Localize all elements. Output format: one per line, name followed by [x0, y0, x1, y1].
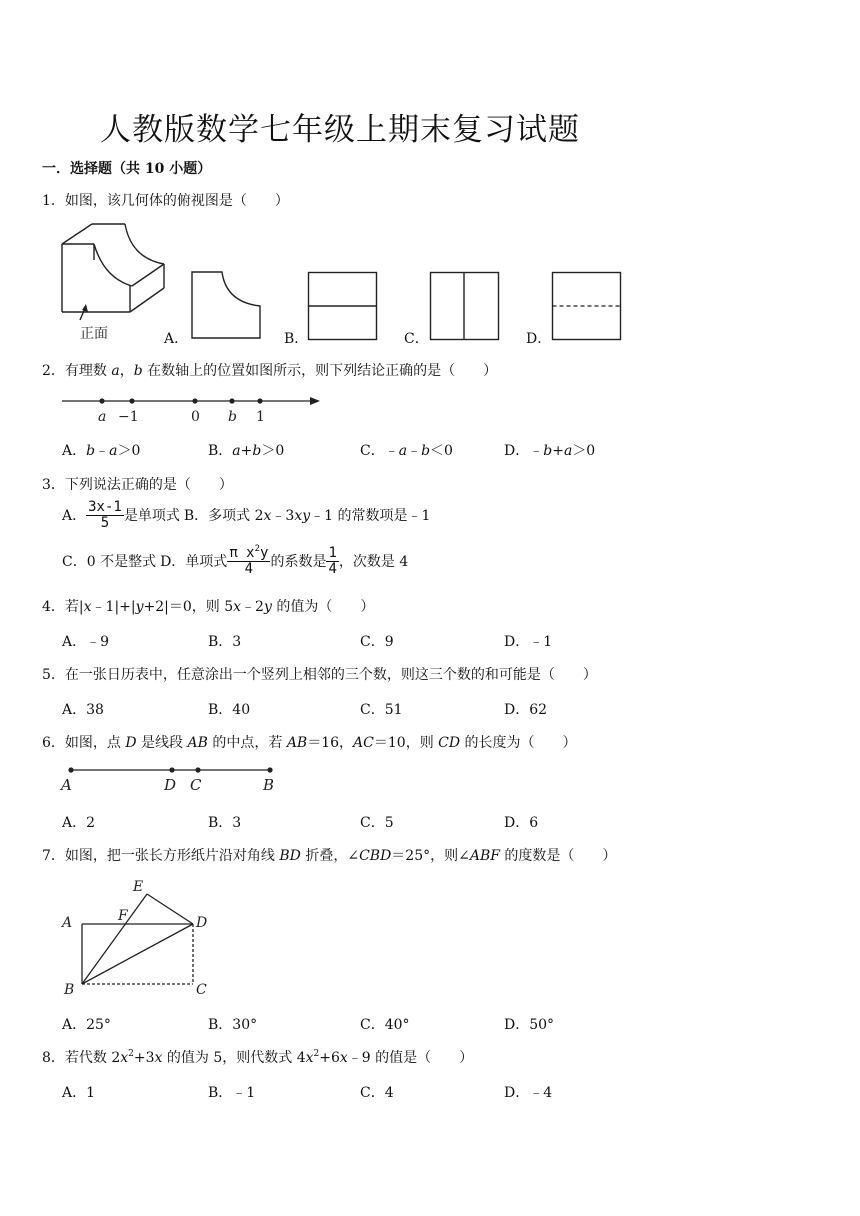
- q6-line-segment: [60, 762, 290, 796]
- q2-option-d[interactable]: D．﹣b+a＞0: [504, 443, 596, 459]
- fraction: $\frac{\pi x^2y}{4}$: [229, 544, 269, 578]
- question-3: 3．下列说法正确的是（ ）: [42, 477, 233, 493]
- question-6: 6．如图，点 D 是线段 AB 的中点，若 AB＝16，AC＝10，则 CD 的长度为（ ）: [42, 735, 577, 751]
- point-label-b: B: [64, 982, 75, 998]
- q8-option-b[interactable]: B．﹣1: [208, 1085, 256, 1101]
- q2-option-c[interactable]: C．﹣a﹣b＜0: [360, 443, 453, 459]
- question-text: 如图，该几何体的俯视图是（ ）: [64, 193, 289, 209]
- question-2: 2．有理数 a，b 在数轴上的位置如图所示，则下列结论正确的是（ ）: [42, 363, 498, 379]
- q1-option-c-figure: [429, 271, 500, 341]
- q1-option-d-figure: [551, 271, 622, 341]
- q5-option-b[interactable]: B．40: [208, 702, 251, 718]
- q6-option-c[interactable]: C．5: [360, 815, 394, 831]
- point-label-d: D: [196, 915, 208, 931]
- q5-option-d[interactable]: D．62: [504, 702, 548, 718]
- q6-option-a[interactable]: A．2: [62, 815, 96, 831]
- question-5: 5．在一张日历表中，任意涂出一个竖列上相邻的三个数，则这三个数的和可能是（ ）: [42, 667, 597, 683]
- q7-option-c[interactable]: C．40°: [360, 1017, 410, 1033]
- page-title: 人教版数学七年级上期末复习试题: [100, 112, 580, 148]
- front-label: 正面: [80, 326, 108, 342]
- section-heading: 一．选择题（共 10 小题）: [42, 161, 212, 177]
- point-label-c: C: [190, 776, 202, 794]
- q2-number-line: [60, 390, 325, 426]
- axis-label-1: 1: [256, 409, 265, 425]
- q7-fold-figure: [58, 876, 218, 1000]
- q3-option-c[interactable]: C．0 不是整式 D．单项式 $\frac{\pi x^2y}{4}$ 的系数是 $\frac{1}{4}$ ，次数是 4: [62, 544, 409, 578]
- q1-option-a[interactable]: A．: [164, 331, 189, 347]
- q8-option-d[interactable]: D．﹣4: [504, 1085, 553, 1101]
- q1-option-b[interactable]: B．: [284, 331, 309, 347]
- question-7: 7．如图，把一张长方形纸片沿对角线 BD 折叠，∠CBD＝25°，则∠ABF 的度数是（ ）: [42, 848, 617, 864]
- question-4: 4．若|x﹣1|+|y+2|＝0，则 5x﹣2y 的值为（ ）: [42, 599, 375, 615]
- point-label-c: C: [196, 982, 207, 998]
- q2-option-b[interactable]: B．a+b＞0: [208, 443, 285, 459]
- q6-option-b[interactable]: B．3: [208, 815, 242, 831]
- q1-option-b-figure: [307, 271, 378, 341]
- q7-option-a[interactable]: A．25°: [62, 1017, 111, 1033]
- fraction: $\frac{1}{4}$: [328, 545, 337, 578]
- q5-option-a[interactable]: A．38: [62, 702, 104, 718]
- axis-label-b: b: [228, 409, 237, 425]
- q1-solid-figure: [58, 222, 170, 344]
- point-label-a: A: [62, 915, 73, 931]
- q4-option-c[interactable]: C．9: [360, 634, 394, 650]
- q1-option-d[interactable]: D．: [526, 331, 552, 347]
- q4-option-b[interactable]: B．3: [208, 634, 242, 650]
- q3-option-d[interactable]: D．单项式 $\frac{\pi x^2y}{4}$ 的系数是 $\frac{1}{4}$ ，次数是 4: [160, 544, 409, 578]
- point-label-d: D: [164, 776, 177, 794]
- q8-option-c[interactable]: C．4: [360, 1085, 394, 1101]
- q2-option-a[interactable]: A．b﹣a＞0: [62, 443, 141, 459]
- point-label-a: A: [61, 776, 72, 794]
- q3-option-a[interactable]: A． $\frac{3x-1}{5}$ 是单项式 B．多项式 2x﹣3xy﹣1 的常数项是﹣1: [62, 499, 431, 532]
- axis-label-a: a: [98, 409, 107, 425]
- q3-option-b[interactable]: B．多项式 2x﹣3xy﹣1 的常数项是﹣1: [183, 507, 431, 524]
- point-label-e: E: [133, 879, 144, 895]
- q5-option-c[interactable]: C．51: [360, 702, 403, 718]
- q4-option-a[interactable]: A．﹣9: [62, 634, 110, 650]
- axis-label-0: 0: [191, 409, 200, 425]
- fraction: $\frac{3x-1}{5}$: [88, 499, 122, 532]
- q7-option-d[interactable]: D．50°: [504, 1017, 555, 1033]
- question-8: 8．若代数 $2x^2+3x$ 的值为 5，则代数式 $4x^2+6x﹣9$ 的值是（ ）: [42, 1049, 474, 1066]
- q7-option-b[interactable]: B．30°: [208, 1017, 258, 1033]
- q1-option-c[interactable]: C．: [404, 331, 429, 347]
- q6-option-d[interactable]: D．6: [504, 815, 539, 831]
- point-label-b: B: [263, 776, 275, 794]
- q1-option-a-figure: [190, 270, 262, 340]
- q4-option-d[interactable]: D．﹣1: [504, 634, 553, 650]
- axis-label-minus-1: −1: [118, 409, 139, 425]
- q8-option-a[interactable]: A．1: [62, 1085, 96, 1101]
- question-1: [42, 190, 289, 210]
- point-label-f: F: [118, 908, 128, 924]
- question-number: 1．: [42, 193, 65, 209]
